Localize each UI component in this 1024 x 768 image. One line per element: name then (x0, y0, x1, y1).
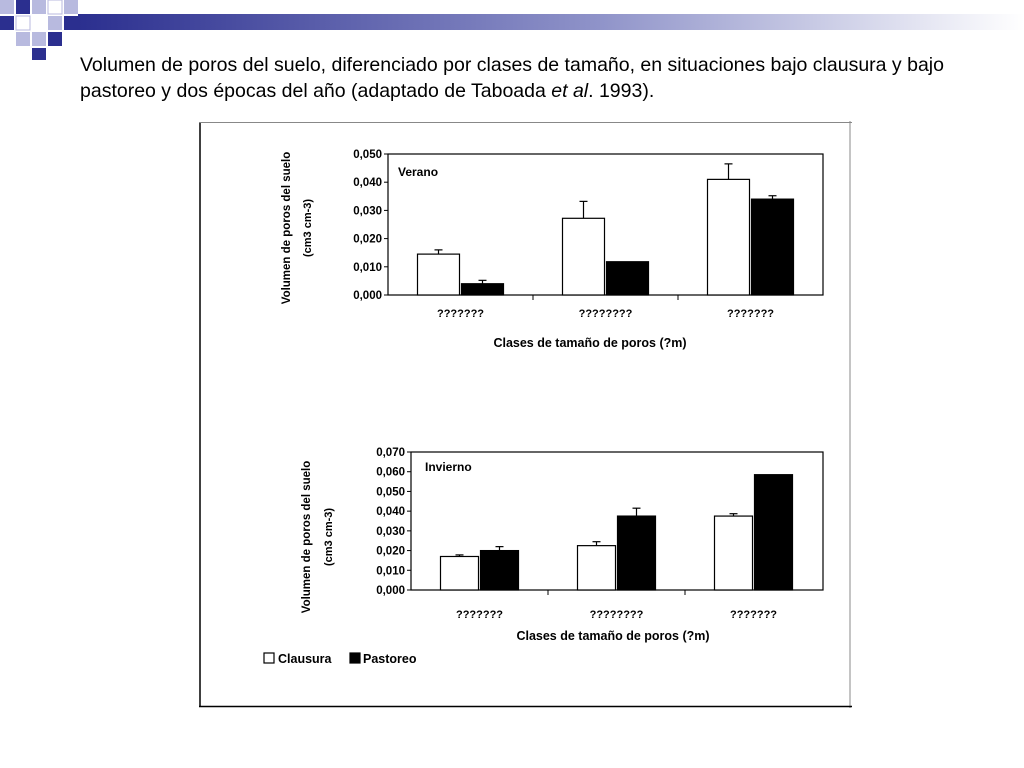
title-main: Volumen de poros del suelo, diferenciado por clases de tamaño, en situaciones bajo clausura y bajo pastoreo y dos épocas del año (adaptado de Taboada (80, 54, 944, 102)
bar-pastoreo (618, 516, 656, 590)
legend-label-pastoreo: Pastoreo (363, 652, 417, 666)
title-italic: et al (551, 80, 589, 102)
y-axis-title: Volumen de poros del suelo (301, 460, 313, 614)
y-tick-label: 0,050 (353, 149, 382, 161)
bar-pastoreo (607, 262, 649, 295)
y-tick-label: 0,010 (353, 261, 382, 274)
y-tick-label: 0,020 (353, 233, 382, 246)
category-label: ??????? (726, 308, 775, 320)
bar-clausura (578, 546, 616, 590)
category-label: ???????? (578, 308, 633, 320)
y-tick-label: 0,070 (376, 447, 405, 459)
y-axis-units: (cm3 cm-3) (323, 507, 335, 567)
panel-label: Verano (398, 165, 439, 179)
y-axis-title: Volumen de poros del suelo (281, 151, 293, 305)
legend-label-clausura: Clausura (278, 652, 332, 666)
category-label: ??????? (729, 609, 778, 621)
legend-swatch-clausura (264, 653, 274, 663)
bar-clausura (715, 516, 753, 590)
category-label: ??????? (436, 308, 485, 320)
bar-pastoreo (755, 475, 793, 590)
y-tick-label: 0,040 (376, 506, 405, 519)
panel-label: Invierno (425, 460, 472, 474)
title-end: . 1993). (588, 80, 655, 102)
bar-pastoreo (752, 199, 794, 295)
bar-clausura (563, 218, 605, 295)
y-tick-label: 0,060 (376, 466, 405, 479)
y-tick-label: 0,050 (376, 486, 405, 499)
bar-clausura (418, 254, 460, 295)
y-axis-units: (cm3 cm-3) (302, 198, 314, 258)
bar-pastoreo (481, 551, 519, 590)
y-tick-label: 0,000 (376, 585, 405, 597)
bar-pastoreo (462, 284, 504, 295)
category-label: ???????? (589, 609, 644, 621)
bar-clausura (708, 179, 750, 295)
y-tick-label: 0,030 (376, 525, 405, 538)
y-tick-label: 0,020 (376, 545, 405, 558)
x-axis-title: Clases de tamaño de poros (?m) (493, 336, 687, 350)
bar-clausura (441, 556, 479, 590)
category-label: ??????? (455, 609, 504, 621)
y-tick-label: 0,010 (376, 565, 405, 578)
legend-swatch-pastoreo (350, 653, 360, 663)
y-tick-label: 0,000 (353, 290, 382, 302)
x-axis-title: Clases de tamaño de poros (?m) (516, 629, 710, 643)
y-tick-label: 0,040 (353, 177, 382, 190)
y-tick-label: 0,030 (353, 205, 382, 218)
